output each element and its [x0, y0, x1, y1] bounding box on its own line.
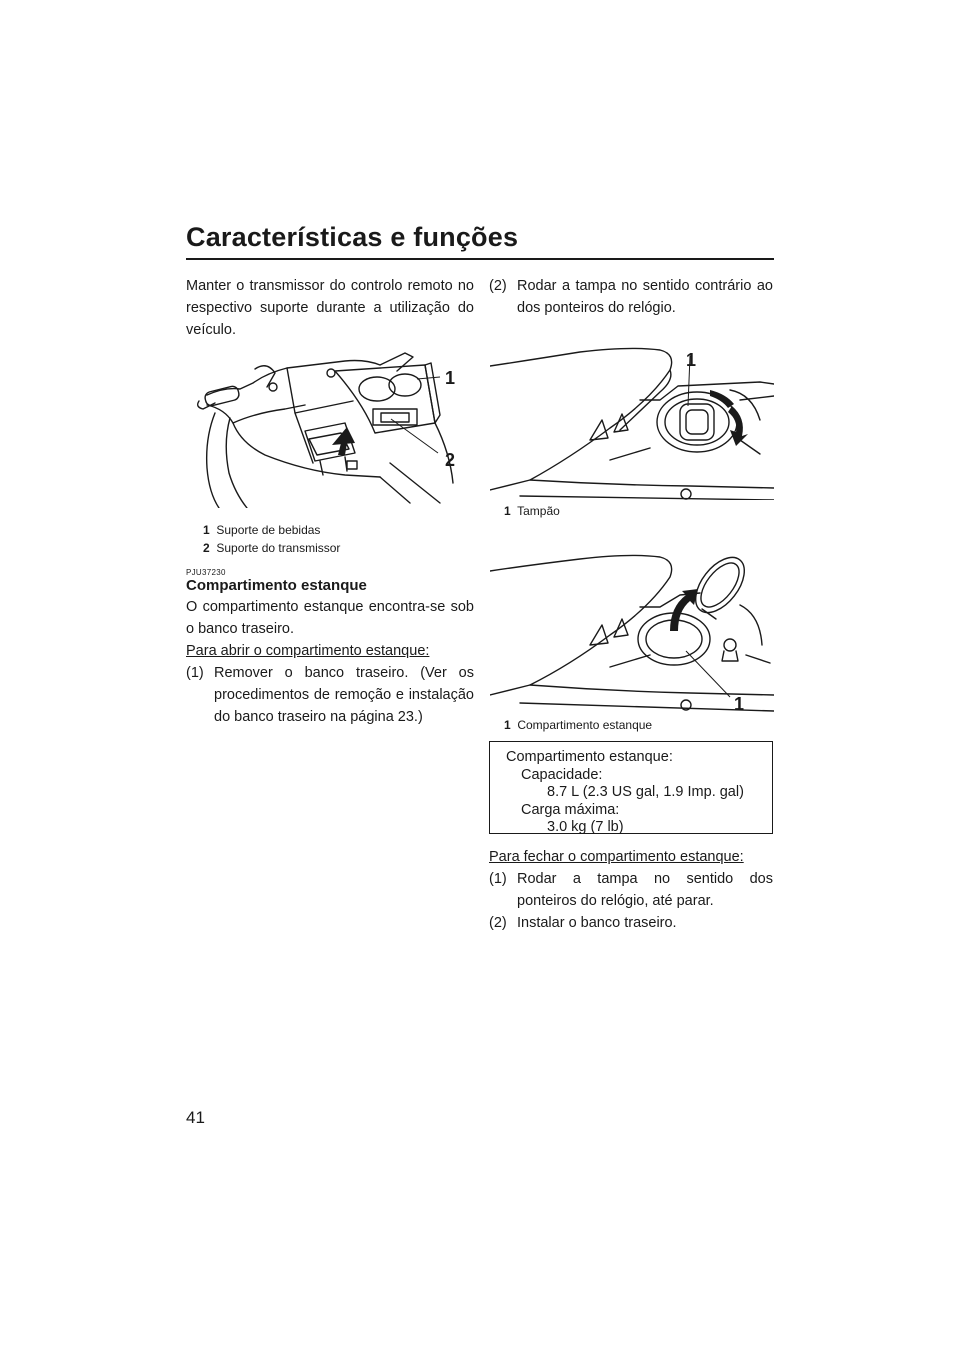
spec-capacity-label: Capacidade:	[521, 766, 603, 783]
caption-tampao-text: Tampão	[517, 504, 560, 518]
open-step-1	[186, 662, 474, 728]
section-paragraph: O compartimento estanque encontra-se sob o banco traseiro.	[186, 599, 474, 637]
spec-title: Compartimento estanque:	[506, 749, 673, 765]
step-text: Instalar o banco traseiro.	[517, 915, 677, 931]
step-number: (2)	[489, 915, 507, 931]
section-heading: Compartimento estanque	[186, 577, 367, 594]
caption-compartimento-text: Compartimento estanque	[517, 718, 653, 732]
step-number: (1)	[186, 665, 204, 681]
close-steps	[489, 868, 773, 934]
open-step-2	[489, 275, 773, 319]
figure-cap-rotate	[490, 330, 774, 500]
close-step-2	[489, 912, 773, 934]
caption-compartimento-num: 1	[504, 718, 511, 732]
caption-1-num: 1	[203, 523, 210, 537]
spec-box	[489, 741, 773, 834]
close-heading: Para fechar o compartimento estanque:	[489, 849, 744, 865]
caption-1	[203, 521, 320, 539]
close-step-1	[489, 868, 773, 912]
caption-2-num: 2	[203, 541, 210, 555]
figure-compartment-open	[490, 535, 774, 715]
handlebar-illustration	[195, 343, 465, 508]
section-code: PJU37230	[186, 568, 226, 577]
rotate-steps	[489, 275, 773, 319]
step-text: Rodar a tampa no sentido contrário ao dos ponteiros do relógio.	[517, 278, 773, 316]
title-rule	[186, 258, 774, 260]
step-text: Rodar a tampa no sentido dos ponteiros do relógio, até parar.	[517, 871, 773, 909]
caption-tampao	[504, 502, 560, 520]
caption-compartimento	[504, 716, 652, 734]
spec-max-load-label: Carga máxima:	[521, 801, 620, 818]
step-number: (2)	[489, 278, 507, 294]
page-title: Características e funções	[186, 222, 519, 252]
figure-handlebar-holder	[195, 343, 465, 508]
step-text: Remover o banco traseiro. (Ver os procedimentos de remoção e instalação do banco traseiro na página 23.)	[214, 665, 474, 725]
caption-2-text: Suporte do transmissor	[216, 541, 341, 555]
cap-rotate-illustration	[490, 330, 774, 500]
callout-1: 1	[445, 368, 456, 388]
intro-paragraph: Manter o transmissor do controlo remoto no respectivo suporte durante a utilização do veículo.	[186, 278, 474, 338]
open-steps	[186, 662, 474, 728]
caption-tampao-num: 1	[504, 504, 511, 518]
caption-2	[203, 539, 340, 557]
compartment-illustration	[490, 535, 774, 715]
callout-tampao: 1	[686, 350, 697, 370]
open-heading: Para abrir o compartimento estanque:	[186, 643, 430, 659]
callout-2: 2	[445, 450, 456, 470]
callout-compartimento: 1	[734, 694, 745, 714]
caption-1-text: Suporte de bebidas	[216, 523, 321, 537]
spec-max-load-value: 3.0 kg (7 lb)	[547, 819, 624, 835]
step-number: (1)	[489, 871, 507, 887]
page-number: 41	[186, 1108, 205, 1127]
spec-capacity-value: 8.7 L (2.3 US gal, 1.9 Imp. gal)	[547, 784, 744, 800]
